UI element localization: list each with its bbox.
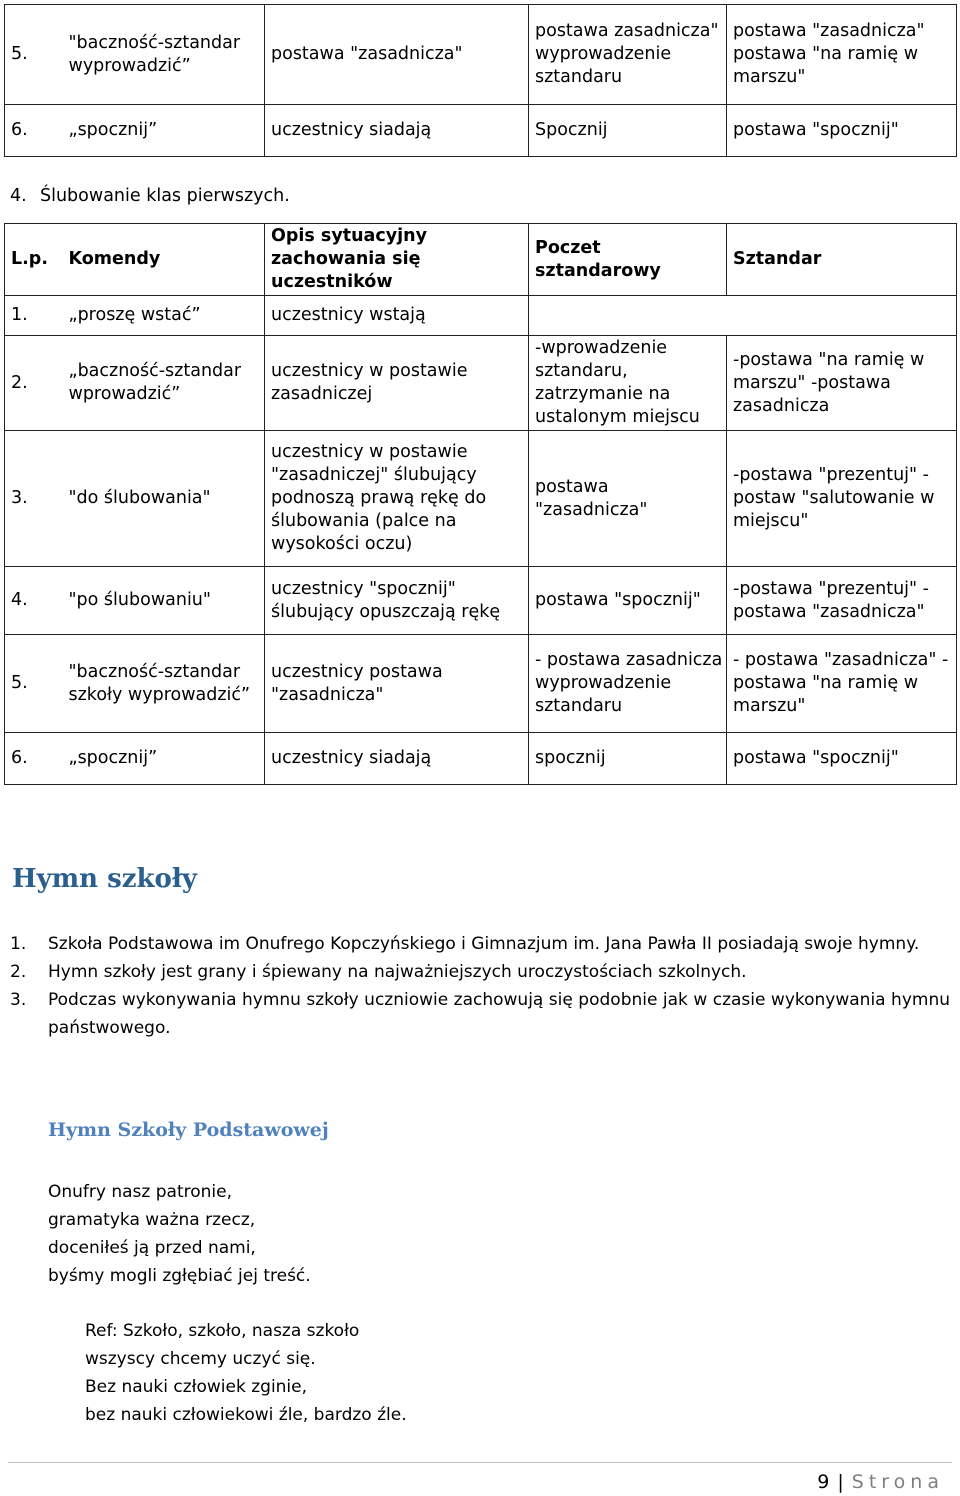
list-item bbox=[10, 986, 950, 1042]
page-footer bbox=[817, 1471, 944, 1493]
color-guard-cell: spocznij bbox=[529, 733, 727, 785]
section-title: Ślubowanie klas pierwszych. bbox=[40, 186, 290, 206]
verse-line: byśmy mogli zgłębiać jej treść. bbox=[48, 1266, 311, 1286]
description-cell: postawa "zasadnicza" bbox=[265, 5, 529, 105]
hymn-heading: Hymn szkoły bbox=[12, 864, 198, 894]
hymn-subheading: Hymn Szkoły Podstawowej bbox=[48, 1119, 329, 1141]
list-number: 1. bbox=[10, 934, 27, 954]
banner-cell: -postawa "na ramię w marszu" -postawa zasadnicza bbox=[727, 336, 957, 431]
banner-cell: -postawa "prezentuj" -postaw "salutowanie w miejscu" bbox=[727, 431, 957, 567]
header-banner: Sztandar bbox=[727, 224, 957, 296]
verse-line: Onufry nasz patronie, bbox=[48, 1182, 232, 1202]
description-cell: uczestnicy w postawie "zasadniczej" ślubujący podnoszą prawą rękę do ślubowania (palce na wysokości oczu) bbox=[265, 431, 529, 567]
color-guard-cell: Spocznij bbox=[529, 105, 727, 157]
banner-cell: postawa "spocznij" bbox=[727, 733, 957, 785]
row-number: 3. bbox=[5, 431, 63, 567]
table-row bbox=[5, 733, 957, 785]
verse-line: wszyscy chcemy uczyć się. bbox=[85, 1349, 316, 1369]
row-number: 5. bbox=[5, 5, 63, 105]
oath-ceremony-table bbox=[4, 223, 957, 785]
color-guard-cell: postawa zasadnicza" wyprowadzenie sztandaru bbox=[529, 5, 727, 105]
header-description: Opis sytuacyjny zachowania się uczestników bbox=[265, 224, 529, 296]
description-cell: uczestnicy postawa "zasadnicza" bbox=[265, 635, 529, 733]
banner-cell: postawa "spocznij" bbox=[727, 105, 957, 157]
table-row bbox=[5, 567, 957, 635]
table-row bbox=[5, 635, 957, 733]
banner-cell: postawa "zasadnicza" postawa "na ramię w marszu" bbox=[727, 5, 957, 105]
row-number: 5. bbox=[5, 635, 63, 733]
hymn-refrain bbox=[85, 1317, 407, 1429]
ceremony-table-continued bbox=[4, 4, 957, 157]
color-guard-cell: postawa "zasadnicza" bbox=[529, 431, 727, 567]
description-cell: uczestnicy siadają bbox=[265, 105, 529, 157]
command-cell: „spocznij” bbox=[63, 105, 265, 157]
footer-divider bbox=[8, 1462, 952, 1463]
command-cell: "baczność-sztandar szkoły wyprowadzić” bbox=[63, 635, 265, 733]
banner-cell: - postawa "zasadnicza" - postawa "na ramię w marszu" bbox=[727, 635, 957, 733]
empty-cell bbox=[727, 296, 957, 336]
list-number: 2. bbox=[10, 962, 27, 982]
header-commands: Komendy bbox=[63, 224, 265, 296]
section-heading bbox=[10, 186, 290, 206]
description-cell: uczestnicy "spocznij" ślubujący opuszczają rękę bbox=[265, 567, 529, 635]
list-text: Podczas wykonywania hymnu szkoły uczniowie zachowują się podobnie jak w czasie wykonywania hymnu państwowego. bbox=[48, 990, 950, 1038]
verse-line: doceniłeś ją przed nami, bbox=[48, 1238, 256, 1258]
row-number: 6. bbox=[5, 733, 63, 785]
page-word: Strona bbox=[851, 1471, 944, 1493]
verse-line: Bez nauki człowiek zginie, bbox=[85, 1377, 308, 1397]
command-cell: „proszę wstać” bbox=[63, 296, 265, 336]
table-row bbox=[5, 105, 957, 157]
header-color-guard: Poczet sztandarowy bbox=[529, 224, 727, 296]
command-cell: "do ślubowania" bbox=[63, 431, 265, 567]
empty-cell bbox=[529, 296, 727, 336]
command-cell: "baczność-sztandar wyprowadzić” bbox=[63, 5, 265, 105]
verse-line: bez nauki człowiekowi źle, bardzo źle. bbox=[85, 1405, 407, 1425]
page-number: 9 bbox=[817, 1471, 830, 1493]
hymn-verse bbox=[48, 1178, 311, 1290]
description-cell: uczestnicy wstają bbox=[265, 296, 529, 336]
section-number: 4. bbox=[10, 186, 27, 206]
list-item bbox=[10, 958, 950, 986]
list-text: Szkoła Podstawowa im Onufrego Kopczyńskiego i Gimnazjum im. Jana Pawła II posiadają swoje hymny. bbox=[48, 934, 920, 954]
verse-line: Ref: Szkoło, szkoło, nasza szkoło bbox=[85, 1321, 360, 1341]
description-cell: uczestnicy siadają bbox=[265, 733, 529, 785]
row-number: 2. bbox=[5, 336, 63, 431]
row-number: 6. bbox=[5, 105, 63, 157]
command-cell: „spocznij” bbox=[63, 733, 265, 785]
command-cell: „baczność-sztandar wprowadzić” bbox=[63, 336, 265, 431]
table-row bbox=[5, 431, 957, 567]
row-number: 1. bbox=[5, 296, 63, 336]
banner-cell: -postawa "prezentuj" -postawa "zasadnicza" bbox=[727, 567, 957, 635]
list-number: 3. bbox=[10, 990, 27, 1010]
color-guard-cell: -wprowadzenie sztandaru, zatrzymanie na ustalonym miejscu bbox=[529, 336, 727, 431]
table-row bbox=[5, 5, 957, 105]
list-text: Hymn szkoły jest grany i śpiewany na najważniejszych uroczystościach szkolnych. bbox=[48, 962, 747, 982]
verse-line: gramatyka ważna rzecz, bbox=[48, 1210, 256, 1230]
table-header-row bbox=[5, 224, 957, 296]
command-cell: "po ślubowaniu" bbox=[63, 567, 265, 635]
table-row bbox=[5, 336, 957, 431]
header-lp: L.p. bbox=[5, 224, 63, 296]
row-number: 4. bbox=[5, 567, 63, 635]
hymn-rules-list bbox=[10, 930, 950, 1042]
list-item bbox=[10, 930, 950, 958]
color-guard-cell: - postawa zasadnicza wyprowadzenie sztandaru bbox=[529, 635, 727, 733]
description-cell: uczestnicy w postawie zasadniczej bbox=[265, 336, 529, 431]
footer-separator: | bbox=[837, 1471, 844, 1493]
table-row bbox=[5, 296, 957, 336]
color-guard-cell: postawa "spocznij" bbox=[529, 567, 727, 635]
